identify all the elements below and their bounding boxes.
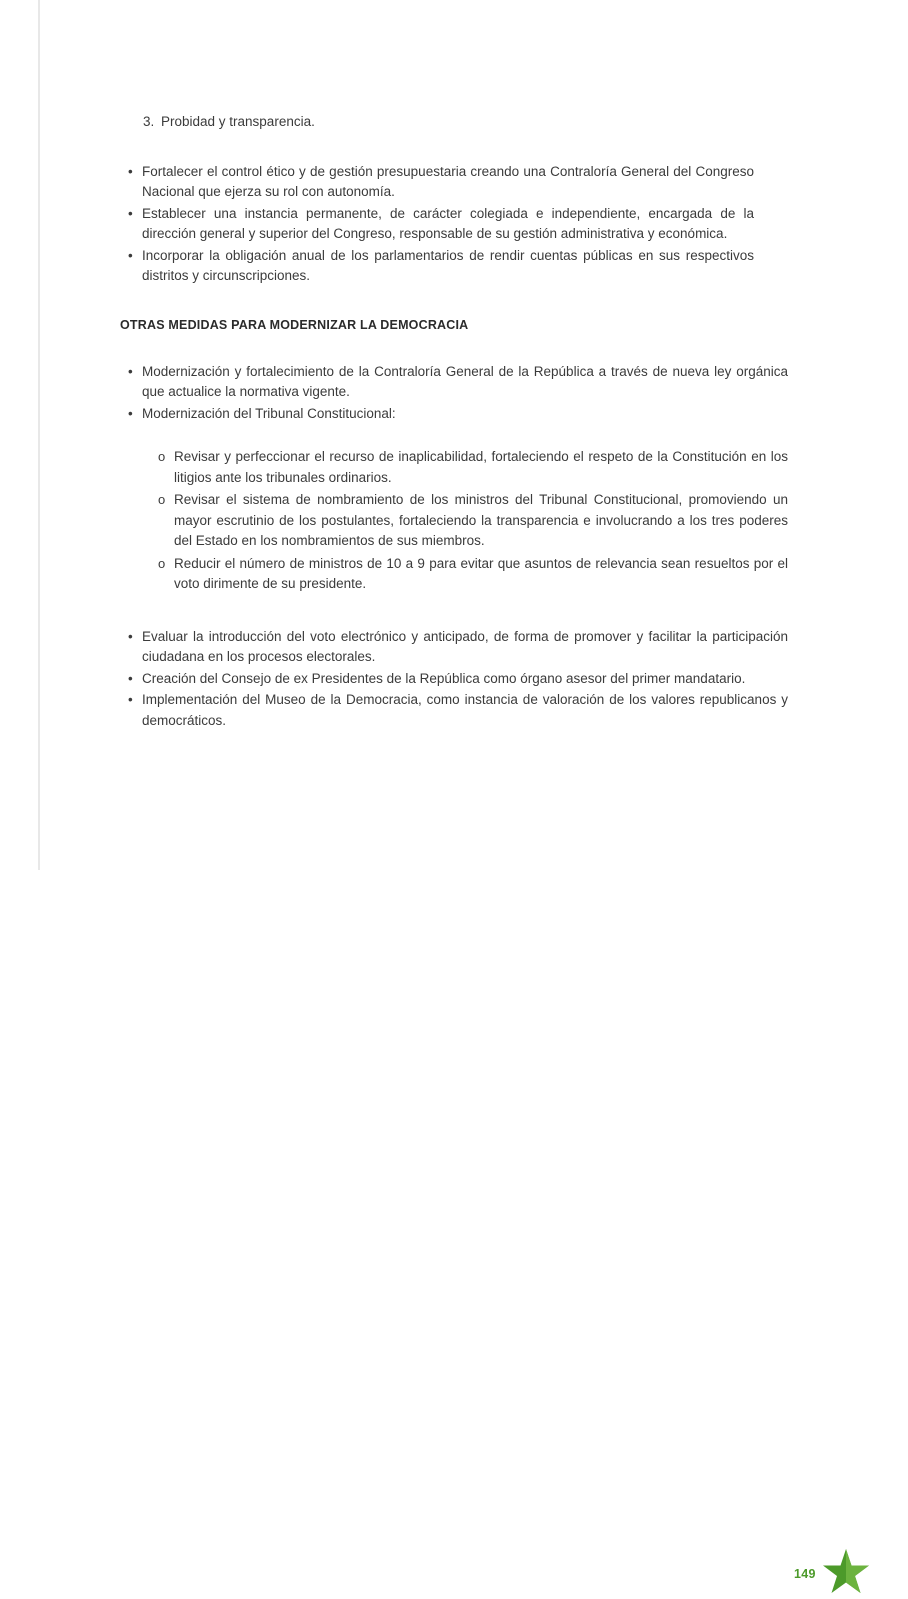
- bullet-dot-icon: •: [128, 205, 133, 221]
- sub-bullet-o-icon: o: [158, 555, 166, 571]
- bullet-list-otras-medidas-bottom: [120, 627, 788, 732]
- list-item: [120, 362, 788, 403]
- star-logo-icon: [820, 1547, 872, 1599]
- spacer: [120, 425, 788, 447]
- spacer: [120, 132, 788, 162]
- bullet-dot-icon: •: [128, 163, 133, 179]
- list-item: [120, 627, 788, 668]
- spacer: [120, 332, 788, 362]
- bullet-dot-icon: •: [128, 247, 133, 263]
- spacer: [120, 597, 788, 627]
- list-item-text: Evaluar la introducción del voto electrónico y anticipado, de forma de promover y facilitar la participación ciudadana en los procesos electorales.: [142, 628, 788, 665]
- page-footer: [0, 778, 908, 1581]
- bullet-dot-icon: •: [128, 405, 133, 421]
- list-item-text: Creación del Consejo de ex Presidentes de la República como órgano asesor del primer mandatario.: [142, 670, 746, 686]
- bullet-dot-icon: •: [128, 628, 133, 644]
- page-content: [120, 112, 788, 732]
- numbered-item-3: [120, 112, 788, 132]
- numbered-item-text: Probidad y transparencia.: [161, 114, 315, 129]
- bullet-list-otras-medidas-top: [120, 362, 788, 425]
- list-item-text: Revisar el sistema de nombramiento de los ministros del Tribunal Constitucional, promoviendo un mayor escrutinio de los postulantes, fortaleciendo la transparencia e involucrando a los tres poderes del Estado en los nombramientos de sus miembros.: [174, 492, 788, 549]
- list-item-text: Incorporar la obligación anual de los parlamentarios de rendir cuentas públicas en sus respectivos distritos y circunscripciones.: [142, 247, 754, 284]
- list-item: [152, 490, 788, 552]
- list-item: [120, 404, 788, 425]
- list-item: [120, 669, 788, 690]
- bullet-list-probidad: [120, 162, 754, 287]
- list-item-text: Reducir el número de ministros de 10 a 9 para evitar que asuntos de relevancia sean resueltos por el voto dirimente de su presidente.: [174, 555, 788, 592]
- list-item: [120, 162, 754, 203]
- list-item-text: Revisar y perfeccionar el recurso de inaplicabilidad, fortaleciendo el respeto de la Constitución en los litigios ante los tribunales ordinarios.: [174, 449, 788, 485]
- spacer: [120, 288, 788, 318]
- list-item: [120, 690, 788, 731]
- bullet-dot-icon: •: [128, 692, 133, 708]
- list-item: [120, 246, 754, 287]
- list-item-text: Modernización del Tribunal Constitucional:: [142, 405, 396, 421]
- list-item: [120, 204, 754, 245]
- list-item-text: Modernización y fortalecimiento de la Contraloría General de la República a través de nueva ley orgánica que actualice la normativa vigente.: [142, 363, 788, 400]
- list-item-text: Fortalecer el control ético y de gestión presupuestaria creando una Contraloría General del Congreso Nacional que ejerza su rol con autonomía.: [142, 163, 754, 200]
- list-item-text: Implementación del Museo de la Democracia, como instancia de valoración de los valores republicanos y democráticos.: [142, 692, 788, 728]
- list-item: [152, 554, 788, 595]
- page-number: 149: [794, 1567, 816, 1581]
- numbered-item-marker: 3.: [143, 114, 155, 129]
- sub-list-tribunal-constitucional: [152, 447, 788, 595]
- page-left-rule: [38, 0, 40, 870]
- section-heading: OTRAS MEDIDAS PARA MODERNIZAR LA DEMOCRACIA: [120, 317, 469, 332]
- list-item-text: Establecer una instancia permanente, de carácter colegiada e independiente, encargada de la dirección general y superior del Congreso, responsable de su gestión administrativa y económica.: [142, 205, 754, 242]
- bullet-dot-icon: •: [128, 363, 133, 379]
- bullet-dot-icon: •: [128, 670, 133, 686]
- sub-bullet-o-icon: o: [158, 449, 166, 465]
- sub-bullet-o-icon: o: [158, 492, 166, 508]
- list-item: [152, 447, 788, 488]
